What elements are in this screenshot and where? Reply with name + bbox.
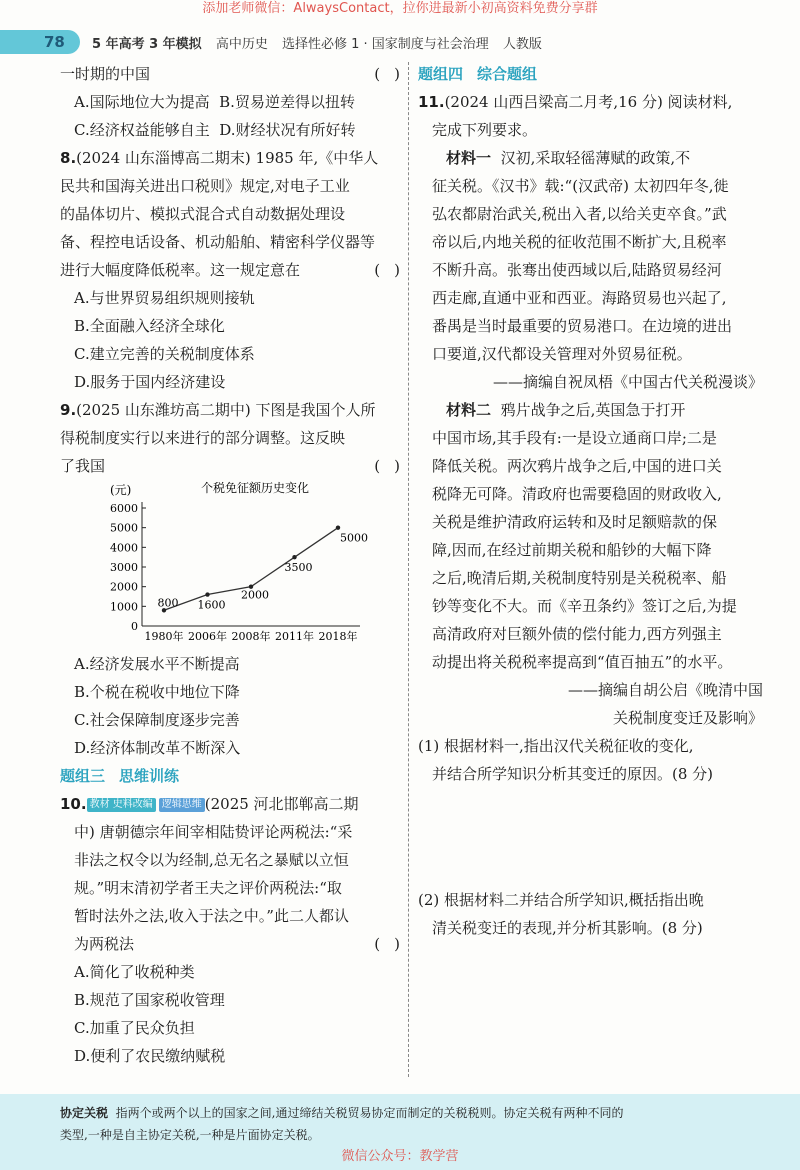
option[interactable]: C.建立完善的关税制度体系	[74, 345, 255, 363]
question-9: 9.(2025 山东潍坊高二期中) 下图是我国个人所 得税制度实行以来进行的部分调整。这反映 了我国 () 个税免征额历史变化 (元) 0 1000 2000 3000 4000 5000 6000 1980年 2006年 2008年 2011年 2018年 800 1600 2000 3500 5000 A.经济发展水平不断提高 B.个税在税收中地位下降 C.社会保障制度逐步完善 D.经济体制改革不断深入	[60, 396, 400, 762]
option[interactable]: B.规范了国家税收管理	[74, 991, 225, 1009]
x-tick-label: 2006年	[188, 630, 227, 643]
option[interactable]: D.服务于国内经济建设	[74, 373, 226, 391]
x-tick-label: 1980年	[144, 630, 184, 643]
tag-textbook: 教材 史料改编	[87, 798, 156, 812]
y-axis-label: (元)	[110, 483, 132, 497]
chart-title: 个税免征额历史变化	[200, 481, 310, 495]
option[interactable]: A.经济发展水平不断提高	[74, 655, 240, 673]
x-tick-label: 2011年	[275, 630, 314, 643]
source-1: ——摘编自祝凤梧《中国古代关税漫谈》	[492, 373, 763, 391]
book-title: 5 年高考 3 年模拟	[92, 37, 202, 52]
answer-space-2[interactable]	[418, 942, 763, 1012]
question-10: 10. 教材 史料改编 逻辑思维 (2025 河北邯郸高二期 中) 唐朝德宗年间宰相陆贽评论两税法:“采 非法之权令以为经制,总无名之暴赋以立恒 规。”明末清初学者王夫之评价两税法:“取 暂时法外之法,收入于法之中。”此二人都认 为两税法 () A.简化了收税种类 B.规范了国家税收管理 C.加重了民众负担 D.便利了农民缴纳赋税	[60, 790, 400, 1070]
x-tick-label: 2018年	[318, 630, 358, 643]
q7-options-row2: C.经济权益能够自主 D.财经状况有所好转	[74, 121, 356, 139]
data-label: 5000	[340, 531, 368, 545]
group4-title: 题组四 综合题组	[418, 65, 538, 83]
right-column	[418, 60, 763, 1012]
data-label: 2000	[241, 588, 269, 602]
option[interactable]: B.全面融入经济全球化	[74, 317, 225, 335]
watermark-bottom: 微信公众号：教学营	[341, 1149, 459, 1164]
option[interactable]: A.与世界贸易组织规则接轨	[74, 289, 255, 307]
edition: 人教版	[502, 37, 542, 52]
subject: 高中历史	[215, 37, 268, 52]
option[interactable]: D.便利了农民缴纳赋税	[74, 1047, 226, 1065]
option[interactable]: C.加重了民众负担	[74, 1019, 195, 1037]
data-label: 800	[157, 596, 179, 610]
x-tick-label: 2008年	[231, 630, 271, 643]
group3-title: 题组三 思维训练	[60, 767, 180, 785]
page-header	[0, 30, 800, 54]
sub-question-2: (2) 根据材料二并结合所学知识,概括指出晚	[418, 891, 704, 909]
data-label: 1600	[197, 598, 226, 612]
option[interactable]: C.社会保障制度逐步完善	[74, 711, 240, 729]
tag-logic: 逻辑思维	[159, 798, 205, 812]
source-2b: 关税制度变迁及影响》	[612, 709, 763, 727]
y-tick-label: 6000	[110, 502, 138, 515]
footer-text: 协定关税 指两个或两个以上的国家之间,通过缔结关税贸易协定而制定的关税税则。协定关税有两种不同的 类型,一种是自主协定关税,一种是片面协定关税。	[60, 1106, 624, 1142]
y-tick-label: 2000	[110, 580, 138, 594]
y-tick-label: 4000	[110, 541, 138, 555]
volume: 选择性必修 1 · 国家制度与社会治理	[281, 37, 489, 52]
source-2a: ——摘编自胡公启《晚清中国	[567, 681, 763, 699]
option[interactable]: B.个税在税收中地位下降	[74, 683, 240, 701]
page-number: 78	[44, 33, 65, 51]
header-text	[92, 33, 552, 52]
y-tick-label: 1000	[110, 600, 138, 614]
question-8: 8.(2024 山东淄博高二期末) 1985 年,《中华人 民共和国海关进出口税则》规定,对电子工业 的晶体切片、模拟式混合式自动数据处理设 备、程控电话设备、机动船舶、精密科学仪器等 进行大幅度降低税率。这一规定意在 () A.与世界贸易组织规则接轨 B.全面融入经济全球化 C.建立完善的关税制度体系 D.服务于国内经济建设	[60, 144, 400, 396]
page-tab	[0, 30, 80, 54]
data-label: 3500	[284, 561, 313, 575]
q7-options-row1: A.国际地位大为提高 B.贸易逆差得以扭转	[74, 93, 355, 111]
watermark-top: 添加老师微信：AlwaysContact，拉你进最新小初高资料免费分享群	[202, 1, 598, 16]
chart-svg	[80, 480, 370, 650]
y-tick-label: 0	[131, 620, 138, 633]
left-column	[60, 60, 414, 1070]
answer-space-1[interactable]	[418, 788, 763, 886]
option[interactable]: D.经济体制改革不断深入	[74, 739, 241, 757]
option[interactable]: A.简化了收税种类	[74, 963, 195, 981]
data-point	[205, 592, 209, 596]
y-tick-label: 3000	[110, 561, 138, 574]
tax-chart	[80, 480, 370, 650]
question-11: 11.(2024 山西吕梁高二月考,16 分) 阅读材料, 完成下列要求。 材料一 汉初,采取轻徭薄赋的政策,不 征关税。《汉书》载:“(汉武帝) 太初四年冬,徙 弘农都尉治武关,税出入者,以给关吏卒食。”武 帝以后,内地关税的征收范围不断扩大,且税率 不断升高。张骞出使西域以后,陆路贸易经河 西走廊,直通中亚和西亚。海路贸易也兴起了, 番禺是当时最重要的贸易港口。在边境的进出 口要道,汉代都设关管理对外贸易征税。 ——摘编自祝凤梧《中国古代关税漫谈》 材料二 鸦片战争之后,英国急于打开 中国市场,其手段有:一是设立通商口岸;二是 降低关税。两次鸦片战争之后,中国的进口关 税降无可降。清政府也需要稳固的财政收入, 关税是维护清政府运转和及时足额赔款的保 障,因而,在经过前期关税和船钞的大幅下降 之后,晚清后期,关税制度特别是关税税率、船 钞等变化不大。而《辛丑条约》签订之后,为提 高清政府对巨额外债的偿付能力,西方列强主 动提出将关税税率提高到“值百抽五”的水平。 ——摘编自胡公启《晚清中国 关税制度变迁及影响》 (1) 根据材料一,指出汉代关税征收的变化, 并结合所学知识分析其变迁的原因。(8 分) (2) 根据材料二并结合所学知识,概括指出晚 清关税变迁的表现,并分析其影响。(8 分)	[418, 88, 763, 1012]
y-tick-label: 5000	[110, 521, 138, 535]
data-point	[292, 555, 296, 559]
q7-tail: 一时期的中国 ()	[60, 65, 414, 83]
data-point	[336, 525, 340, 529]
sub-question-1: (1) 根据材料一,指出汉代关税征收的变化,	[418, 737, 694, 755]
column-divider	[408, 62, 409, 1077]
